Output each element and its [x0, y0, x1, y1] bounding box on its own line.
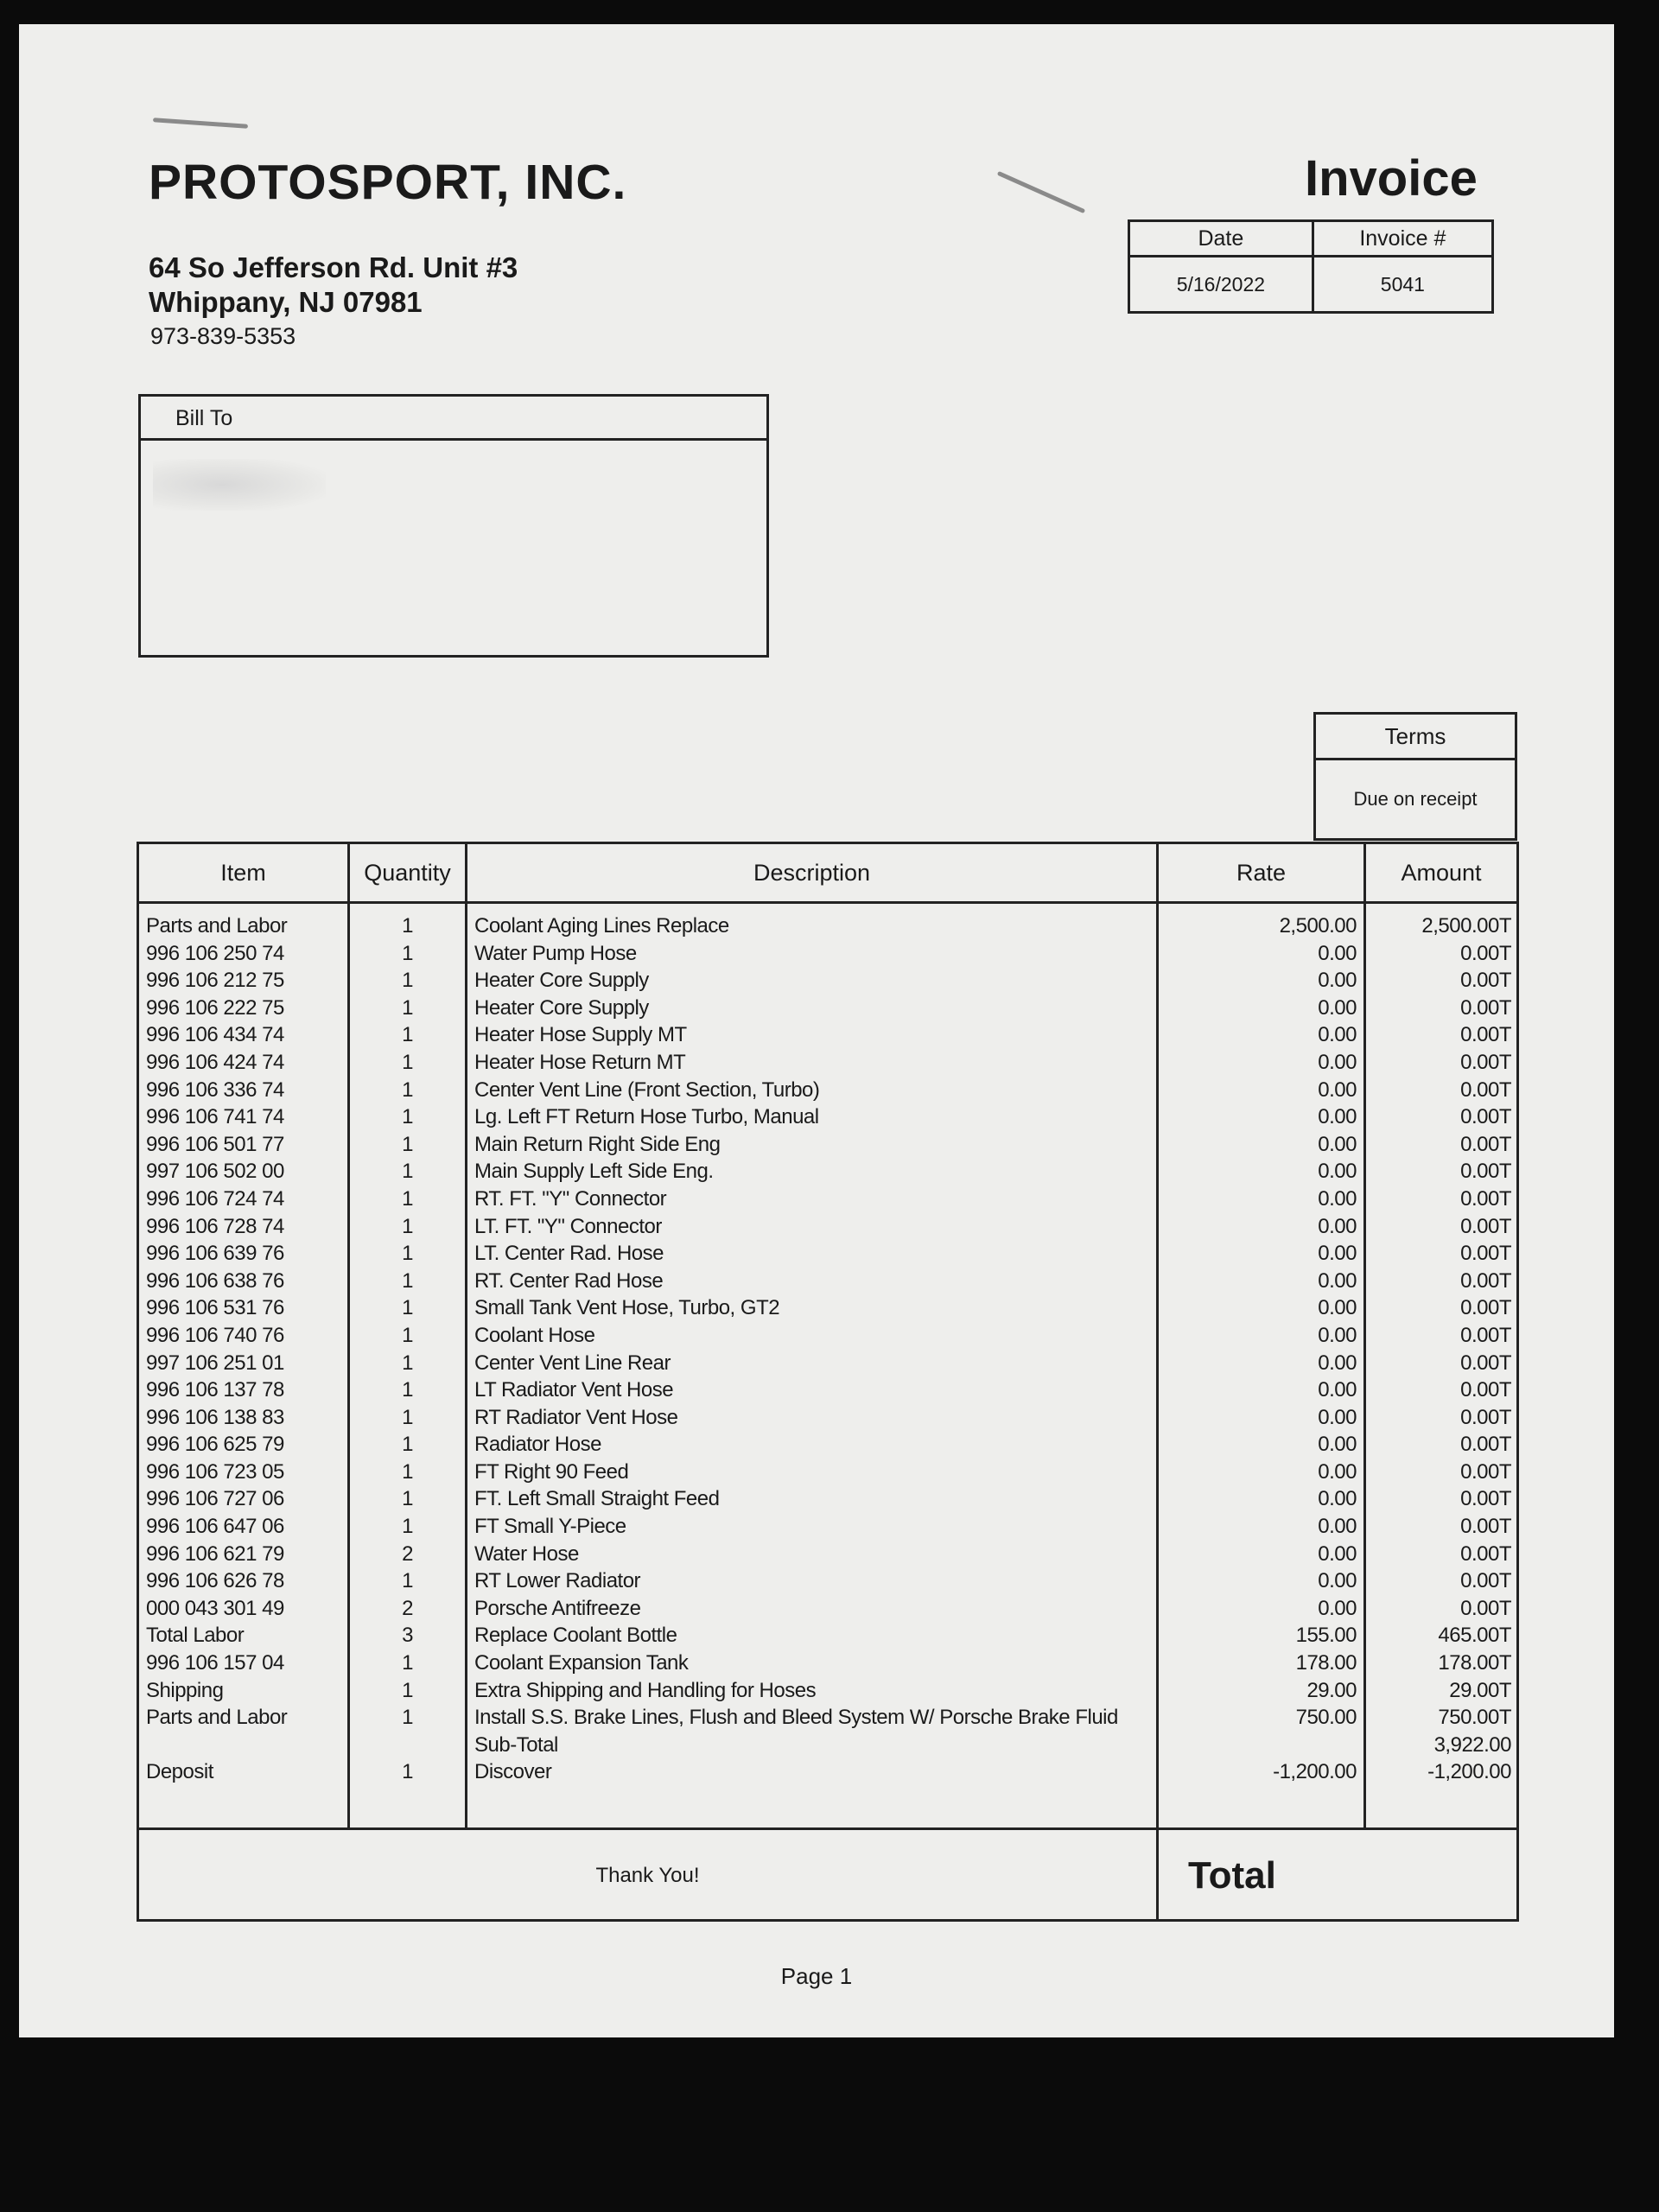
line-item-quantity: 1 — [402, 914, 413, 938]
line-item-quantity: 1 — [402, 1378, 413, 1402]
line-item-rate: 0.00 — [1318, 1459, 1357, 1484]
line-item-quantity: 1 — [402, 1651, 413, 1675]
line-item-quantity — [350, 1732, 465, 1759]
line-item-rate: 750.00 — [1295, 1706, 1357, 1730]
line-item-code: 996 106 621 79 — [146, 1541, 284, 1566]
line-item-amount: 0.00T — [1460, 1077, 1511, 1102]
line-item-code: Deposit — [146, 1760, 213, 1784]
terms-table — [1313, 712, 1517, 841]
line-item-rate: 0.00 — [1318, 1351, 1357, 1375]
line-item-rate: 0.00 — [1318, 1050, 1357, 1074]
thank-you-note: Thank You! — [139, 1830, 1159, 1921]
line-item-code: 997 106 251 01 — [146, 1351, 284, 1375]
line-item-code: 996 106 222 75 — [146, 995, 284, 1020]
line-item-code: 996 106 434 74 — [146, 1023, 284, 1047]
line-item-description: Small Tank Vent Hose, Turbo, GT2 — [474, 1296, 780, 1320]
line-item-description: RT. FT. "Y" Connector — [474, 1186, 667, 1211]
line-item-quantity: 1 — [402, 1323, 413, 1347]
line-item-code: 996 106 740 76 — [146, 1323, 284, 1347]
line-item-rate: -1,200.00 — [1273, 1760, 1357, 1784]
line-item-description: FT Small Y-Piece — [474, 1515, 626, 1539]
line-item-description: Sub-Total — [474, 1732, 558, 1757]
line-item-rate: 0.00 — [1318, 941, 1357, 965]
line-item-description: Lg. Left FT Return Hose Turbo, Manual — [474, 1105, 819, 1129]
line-item-description: LT. FT. "Y" Connector — [474, 1214, 662, 1238]
line-item-code: 996 106 250 74 — [146, 941, 284, 965]
line-item-rate: 2,500.00 — [1279, 914, 1357, 938]
line-item-description: Radiator Hose — [474, 1433, 601, 1457]
line-item-description: Discover — [474, 1760, 552, 1784]
line-item-quantity: 2 — [402, 1541, 413, 1566]
line-item-amount: 29.00T — [1449, 1678, 1511, 1702]
line-items-table — [137, 842, 1519, 1922]
line-item-amount: 0.00T — [1460, 1515, 1511, 1539]
line-item-quantity: 1 — [402, 1160, 413, 1184]
page-number: Page 1 — [780, 1963, 853, 1989]
line-item-rate: 0.00 — [1318, 995, 1357, 1020]
rate-column-header: Rate — [1159, 844, 1366, 901]
line-item-description: Main Supply Left Side Eng. — [474, 1160, 714, 1184]
line-item-rate: 0.00 — [1318, 1541, 1357, 1566]
line-item-quantity: 1 — [402, 1351, 413, 1375]
terms-value: Due on receipt — [1315, 760, 1516, 840]
line-item-amount: 0.00T — [1460, 1405, 1511, 1429]
invoice-number: 5041 — [1313, 257, 1492, 313]
line-item-quantity: 1 — [402, 1678, 413, 1702]
line-item-description: Center Vent Line Rear — [474, 1351, 671, 1375]
line-item-amount: 0.00T — [1460, 1023, 1511, 1047]
line-item-rate: 29.00 — [1306, 1678, 1357, 1702]
line-item-rate: 0.00 — [1318, 1596, 1357, 1620]
amount-column — [1366, 904, 1516, 1827]
table-footer — [139, 1830, 1516, 1921]
company-address — [149, 251, 518, 320]
line-item-description: Extra Shipping and Handling for Hoses — [474, 1678, 817, 1702]
line-item-description: Heater Hose Return MT — [474, 1050, 686, 1074]
address-line-2: Whippany, NJ 07981 — [149, 286, 423, 318]
line-item-code: 996 106 647 06 — [146, 1515, 284, 1539]
staple-mark — [153, 118, 248, 129]
line-item-amount: 750.00T — [1438, 1706, 1511, 1730]
line-item-code: 996 106 741 74 — [146, 1105, 284, 1129]
line-item-amount: 0.00T — [1460, 1160, 1511, 1184]
line-item-quantity: 1 — [402, 1296, 413, 1320]
quantity-column — [350, 904, 467, 1827]
line-item-code: 996 106 501 77 — [146, 1132, 284, 1156]
line-item-rate: 0.00 — [1318, 969, 1357, 993]
line-item-quantity: 1 — [402, 1569, 413, 1593]
item-column — [139, 904, 350, 1827]
line-item-description: Coolant Aging Lines Replace — [474, 914, 729, 938]
line-item-description: Water Hose — [474, 1541, 579, 1566]
line-item-amount: 465.00T — [1438, 1624, 1511, 1648]
line-item-amount: 0.00T — [1460, 1186, 1511, 1211]
line-item-code: 997 106 502 00 — [146, 1160, 284, 1184]
line-item-code: 996 106 137 78 — [146, 1378, 284, 1402]
line-item-code: 996 106 212 75 — [146, 969, 284, 993]
line-item-code: 996 106 723 05 — [146, 1459, 284, 1484]
line-item-description: Water Pump Hose — [474, 941, 637, 965]
line-item-quantity: 1 — [402, 995, 413, 1020]
company-name: PROTOSPORT, INC. — [149, 155, 627, 210]
line-item-quantity: 1 — [402, 1050, 413, 1074]
line-item-amount: 0.00T — [1460, 1105, 1511, 1129]
line-item-rate: 155.00 — [1295, 1624, 1357, 1648]
company-phone: 973-839-5353 — [150, 323, 296, 349]
item-column-header: Item — [139, 844, 350, 901]
line-item-description: Install S.S. Brake Lines, Flush and Bleed System W/ Porsche Brake Fluid — [474, 1706, 1118, 1730]
line-item-amount: 0.00T — [1460, 1459, 1511, 1484]
invoice-date: 5/16/2022 — [1129, 257, 1313, 313]
line-item-description: RT Radiator Vent Hose — [474, 1405, 678, 1429]
line-item-description: Coolant Hose — [474, 1323, 595, 1347]
line-item-code: 996 106 639 76 — [146, 1242, 284, 1266]
invoice-meta-table — [1128, 219, 1494, 314]
line-item-rate: 0.00 — [1318, 1242, 1357, 1266]
line-item-code: 996 106 157 04 — [146, 1651, 284, 1675]
bill-to-label: Bill To — [141, 397, 766, 441]
line-item-rate: 0.00 — [1318, 1105, 1357, 1129]
line-item-rate: 0.00 — [1318, 1487, 1357, 1511]
line-item-quantity: 1 — [402, 1105, 413, 1129]
bill-to-box — [138, 394, 769, 658]
line-item-rate: 0.00 — [1318, 1023, 1357, 1047]
date-label: Date — [1129, 221, 1313, 257]
line-item-quantity: 1 — [402, 969, 413, 993]
line-item-quantity: 1 — [402, 1132, 413, 1156]
line-item-quantity: 1 — [402, 1405, 413, 1429]
address-line-1: 64 So Jefferson Rd. Unit #3 — [149, 251, 518, 283]
line-item-code: 996 106 424 74 — [146, 1050, 284, 1074]
line-item-quantity: 1 — [402, 1077, 413, 1102]
redacted-address — [153, 459, 326, 511]
line-item-code — [139, 1732, 347, 1759]
line-item-amount: 0.00T — [1460, 1596, 1511, 1620]
line-item-quantity: 1 — [402, 1459, 413, 1484]
line-item-amount: 0.00T — [1460, 1378, 1511, 1402]
line-item-quantity: 1 — [402, 1487, 413, 1511]
line-item-rate — [1159, 1732, 1363, 1759]
amount-column-header: Amount — [1401, 860, 1482, 886]
line-item-description: Coolant Expansion Tank — [474, 1651, 689, 1675]
rate-column — [1159, 904, 1366, 1827]
line-item-description: RT Lower Radiator — [474, 1569, 641, 1593]
line-item-amount: 0.00T — [1460, 1214, 1511, 1238]
line-item-rate: 0.00 — [1318, 1160, 1357, 1184]
line-item-amount: 0.00T — [1460, 1242, 1511, 1266]
line-item-description: Main Return Right Side Eng — [474, 1132, 721, 1156]
line-item-code: 000 043 301 49 — [146, 1596, 284, 1620]
line-item-quantity: 1 — [402, 1242, 413, 1266]
line-item-amount: 0.00T — [1460, 1487, 1511, 1511]
line-item-rate: 0.00 — [1318, 1268, 1357, 1293]
total-label: Total — [1188, 1854, 1276, 1897]
line-item-code: 996 106 138 83 — [146, 1405, 284, 1429]
line-item-amount: 0.00T — [1460, 1541, 1511, 1566]
line-item-amount: 0.00T — [1460, 969, 1511, 993]
line-item-quantity: 1 — [402, 1268, 413, 1293]
line-item-description: Porsche Antifreeze — [474, 1596, 641, 1620]
line-item-description: FT. Left Small Straight Feed — [474, 1487, 720, 1511]
line-item-rate: 0.00 — [1318, 1132, 1357, 1156]
line-item-code: Parts and Labor — [146, 1706, 288, 1730]
line-item-quantity: 1 — [402, 1760, 413, 1784]
line-item-quantity: 1 — [402, 1515, 413, 1539]
line-item-quantity: 1 — [402, 1186, 413, 1211]
line-item-code: 996 106 728 74 — [146, 1214, 284, 1238]
line-item-description: Heater Core Supply — [474, 969, 649, 993]
invoice-page — [19, 24, 1614, 2037]
line-item-amount: 0.00T — [1460, 995, 1511, 1020]
line-item-quantity: 3 — [402, 1624, 413, 1648]
line-item-code: 996 106 638 76 — [146, 1268, 284, 1293]
line-item-amount: 0.00T — [1460, 1351, 1511, 1375]
line-item-code: 996 106 727 06 — [146, 1487, 284, 1511]
line-item-amount: 178.00T — [1438, 1651, 1511, 1675]
line-item-description: LT Radiator Vent Hose — [474, 1378, 674, 1402]
line-item-code: 996 106 626 78 — [146, 1569, 284, 1593]
line-item-rate: 0.00 — [1318, 1433, 1357, 1457]
line-item-code: 996 106 724 74 — [146, 1186, 284, 1211]
line-item-quantity: 1 — [402, 941, 413, 965]
line-item-quantity: 1 — [402, 1023, 413, 1047]
staple-mark — [997, 171, 1086, 213]
line-item-quantity: 1 — [402, 1433, 413, 1457]
description-column — [467, 904, 1159, 1827]
line-item-rate: 0.00 — [1318, 1077, 1357, 1102]
line-item-rate: 0.00 — [1318, 1378, 1357, 1402]
line-item-rate: 0.00 — [1318, 1515, 1357, 1539]
line-item-amount: 0.00T — [1460, 1433, 1511, 1457]
line-item-code: 996 106 531 76 — [146, 1296, 284, 1320]
line-item-amount: 0.00T — [1460, 1323, 1511, 1347]
line-item-code: Total Labor — [146, 1624, 245, 1648]
line-item-description: Heater Hose Supply MT — [474, 1023, 687, 1047]
line-item-description: Heater Core Supply — [474, 995, 649, 1020]
line-item-amount: 0.00T — [1460, 941, 1511, 965]
line-item-amount: 0.00T — [1460, 1132, 1511, 1156]
line-item-amount: 0.00T — [1460, 1569, 1511, 1593]
line-item-description: LT. Center Rad. Hose — [474, 1242, 664, 1266]
invoice-number-label: Invoice # — [1313, 221, 1492, 257]
line-item-quantity: 1 — [402, 1706, 413, 1730]
line-item-amount: 0.00T — [1460, 1296, 1511, 1320]
line-item-amount: 0.00T — [1460, 1050, 1511, 1074]
table-body — [139, 904, 1516, 1830]
line-item-rate: 0.00 — [1318, 1296, 1357, 1320]
document-title: Invoice — [1305, 150, 1478, 207]
quantity-column-header: Quantity — [350, 844, 467, 901]
line-item-rate: 0.00 — [1318, 1186, 1357, 1211]
description-column-header: Description — [467, 844, 1159, 901]
line-item-rate: 0.00 — [1318, 1569, 1357, 1593]
line-item-quantity: 1 — [402, 1214, 413, 1238]
line-item-description: RT. Center Rad Hose — [474, 1268, 664, 1293]
line-item-code: Shipping — [146, 1678, 224, 1702]
line-item-amount: 2,500.00T — [1421, 914, 1511, 938]
line-item-amount: 3,922.00 — [1433, 1732, 1511, 1757]
line-item-amount: -1,200.00 — [1427, 1760, 1511, 1784]
line-item-code: Parts and Labor — [146, 914, 288, 938]
line-item-rate: 0.00 — [1318, 1323, 1357, 1347]
line-item-rate: 0.00 — [1318, 1405, 1357, 1429]
line-item-amount: 0.00T — [1460, 1268, 1511, 1293]
terms-label: Terms — [1315, 714, 1516, 760]
line-item-description: Replace Coolant Bottle — [474, 1624, 677, 1648]
line-item-description: FT Right 90 Feed — [474, 1459, 629, 1484]
line-item-code: 996 106 336 74 — [146, 1077, 284, 1102]
table-header — [139, 844, 1516, 904]
line-item-code: 996 106 625 79 — [146, 1433, 284, 1457]
line-item-rate: 0.00 — [1318, 1214, 1357, 1238]
line-item-quantity: 2 — [402, 1596, 413, 1620]
line-item-rate: 178.00 — [1295, 1651, 1357, 1675]
line-item-description: Center Vent Line (Front Section, Turbo) — [474, 1077, 820, 1102]
